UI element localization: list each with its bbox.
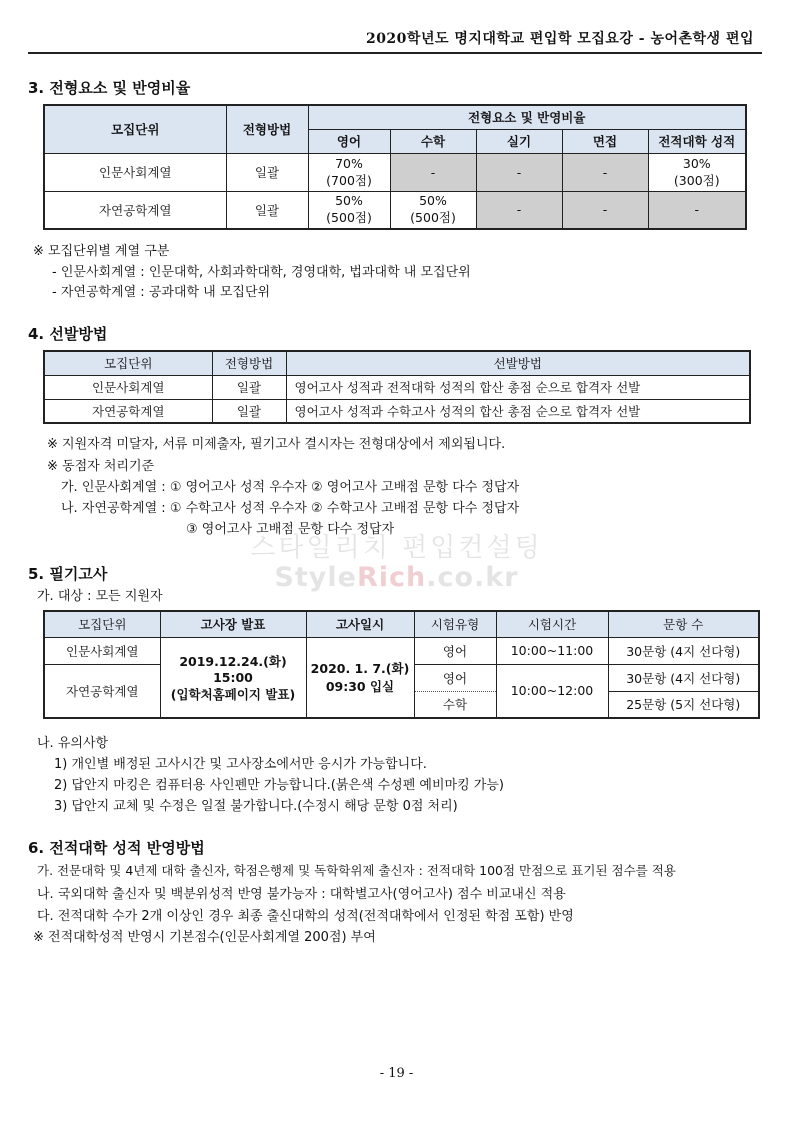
document-title: 2020학년도 명지대학교 편입학 모집요강 - 농어촌학생 편입 (365, 31, 754, 47)
ratio-cell: - (562, 153, 648, 191)
note-line: 3) 답안지 교체 및 수정은 일절 불가합니다.(수정시 해당 문항 0점 처리) (54, 799, 458, 814)
page-number: - 19 - (379, 1066, 414, 1081)
exam-table (43, 610, 760, 719)
col-group-header: 전형요소 및 반영비율 (308, 105, 746, 129)
note-line: 1) 개인별 배정된 고사시간 및 고사장소에서만 응시가 가능합니다. (54, 757, 427, 772)
row-method: 일괄 (212, 399, 286, 423)
section3-heading: 3. 전형요소 및 반영비율 (28, 79, 191, 97)
col-questions-header: 문항 수 (608, 611, 759, 637)
table-row (44, 399, 750, 423)
target-line: 가. 대상 : 모든 지원자 (37, 589, 163, 604)
col-date-header: 고사일시 (306, 611, 414, 637)
col-type-header: 시험유형 (414, 611, 496, 637)
note-line: 가. 인문사회계열 : ① 영어고사 성적 우수자 ② 영어고사 고배점 문항 다수 정답자 (61, 480, 520, 495)
col-method-header: 전형방법 (226, 105, 308, 153)
ratio-cell: 50% (500점) (390, 191, 476, 229)
row-unit: 자연공학계열 (44, 399, 212, 423)
col-time-header: 시험시간 (496, 611, 608, 637)
row-unit: 인문사회계열 (44, 375, 212, 399)
note-line: 나. 국외대학 출신자 및 백분위성적 반영 불가능자 : 대학별고사(영어고사) 점수 비교내신 적용 (37, 887, 566, 902)
selection-table (43, 350, 751, 424)
ratio-cell: - (390, 153, 476, 191)
exam-type: 영어 (414, 637, 496, 664)
note-line: 2) 답안지 마킹은 컴퓨터용 사인펜만 가능합니다.(붉은색 수성펜 예비마킹 가능) (54, 778, 504, 793)
section4-heading: 4. 선발방법 (28, 325, 108, 343)
ratio-table (43, 104, 747, 230)
ratio-cell: 50% (500점) (308, 191, 390, 229)
section5-heading: 5. 필기고사 (28, 565, 108, 583)
ratio-cell: - (648, 191, 746, 229)
note-line: - 인문사회계열 : 인문대학, 사회과학대학, 경영대학, 법과대학 내 모집단위 (52, 265, 471, 280)
ratio-cell: - (476, 191, 562, 229)
table-row (44, 637, 759, 664)
exam-time: 10:00~12:00 (496, 664, 608, 718)
col-unit-header: 모집단위 (44, 611, 160, 637)
table-row (44, 375, 750, 399)
exam-questions: 30문항 (4지 선다형) (608, 637, 759, 664)
ratio-cell: 30% (300점) (648, 153, 746, 191)
exam-type: 영어 (414, 664, 496, 691)
sub-col-practical: 실기 (476, 129, 562, 153)
sub-col-interview: 면접 (562, 129, 648, 153)
col-announce-header: 고사장 발표 (160, 611, 306, 637)
col-selection-header: 선발방법 (286, 351, 750, 375)
watermark-url: StyleRich.co.kr (274, 562, 519, 593)
table-row (44, 153, 746, 191)
section6-heading: 6. 전적대학 성적 반영방법 (28, 839, 205, 857)
note-line: 나. 자연공학계열 : ① 수학고사 성적 우수자 ② 수학고사 고배점 문항 다수 정답자 (61, 501, 520, 516)
row-method: 일괄 (212, 375, 286, 399)
watermark-text: 스타일리치 편입컨설팅 (250, 533, 543, 563)
note-line: ※ 지원자격 미달자, 서류 미제출자, 필기고사 결시자는 전형대상에서 제외됩니다. (47, 437, 506, 452)
note-line: 나. 유의사항 (37, 736, 109, 751)
row-selection: 영어고사 성적과 수학고사 성적의 합산 총점 순으로 합격자 선발 (286, 399, 750, 423)
col-unit-header: 모집단위 (44, 105, 226, 153)
unit-science: 자연공학계열 (44, 664, 160, 718)
note-line: ③ 영어고사 고배점 문항 다수 정답자 (186, 522, 395, 537)
note-line: 다. 전적대학 수가 2개 이상인 경우 최종 출신대학의 성적(전적대학에서 인정된 학점 포함) 반영 (37, 909, 574, 924)
sub-col-prior-grade: 전적대학 성적 (648, 129, 746, 153)
page-header (28, 26, 762, 54)
sub-col-math: 수학 (390, 129, 476, 153)
announce-cell: 2019.12.24.(화) 15:00 (입학처홈페이지 발표) (160, 637, 306, 718)
row-method: 일괄 (226, 191, 308, 229)
col-method-header: 전형방법 (212, 351, 286, 375)
row-selection: 영어고사 성적과 전적대학 성적의 합산 총점 순으로 합격자 선발 (286, 375, 750, 399)
ratio-cell: 70% (700점) (308, 153, 390, 191)
exam-date-cell: 2020. 1. 7.(화) 09:30 입실 (306, 637, 414, 718)
note-line: ※ 모집단위별 계열 구분 (33, 244, 170, 259)
note-line: ※ 동점자 처리기준 (47, 459, 155, 474)
exam-questions: 25문항 (5지 선다형) (608, 691, 759, 718)
exam-time: 10:00~11:00 (496, 637, 608, 664)
ratio-cell: - (476, 153, 562, 191)
ratio-cell: - (562, 191, 648, 229)
exam-questions: 30문항 (4지 선다형) (608, 664, 759, 691)
row-unit: 인문사회계열 (44, 153, 226, 191)
table-row (44, 191, 746, 229)
note-line: ※ 전적대학성적 반영시 기본점수(인문사회계열 200점) 부여 (33, 930, 376, 945)
exam-type: 수학 (414, 691, 496, 718)
row-method: 일괄 (226, 153, 308, 191)
row-unit: 자연공학계열 (44, 191, 226, 229)
note-line: 가. 전문대학 및 4년제 대학 출신자, 학점은행제 및 독학학위제 출신자 : 전적대학 100점 만점으로 표기된 점수를 적용 (37, 863, 676, 878)
sub-col-english: 영어 (308, 129, 390, 153)
note-line: - 자연공학계열 : 공과대학 내 모집단위 (52, 285, 271, 300)
col-unit-header: 모집단위 (44, 351, 212, 375)
unit-humanities: 인문사회계열 (44, 637, 160, 664)
